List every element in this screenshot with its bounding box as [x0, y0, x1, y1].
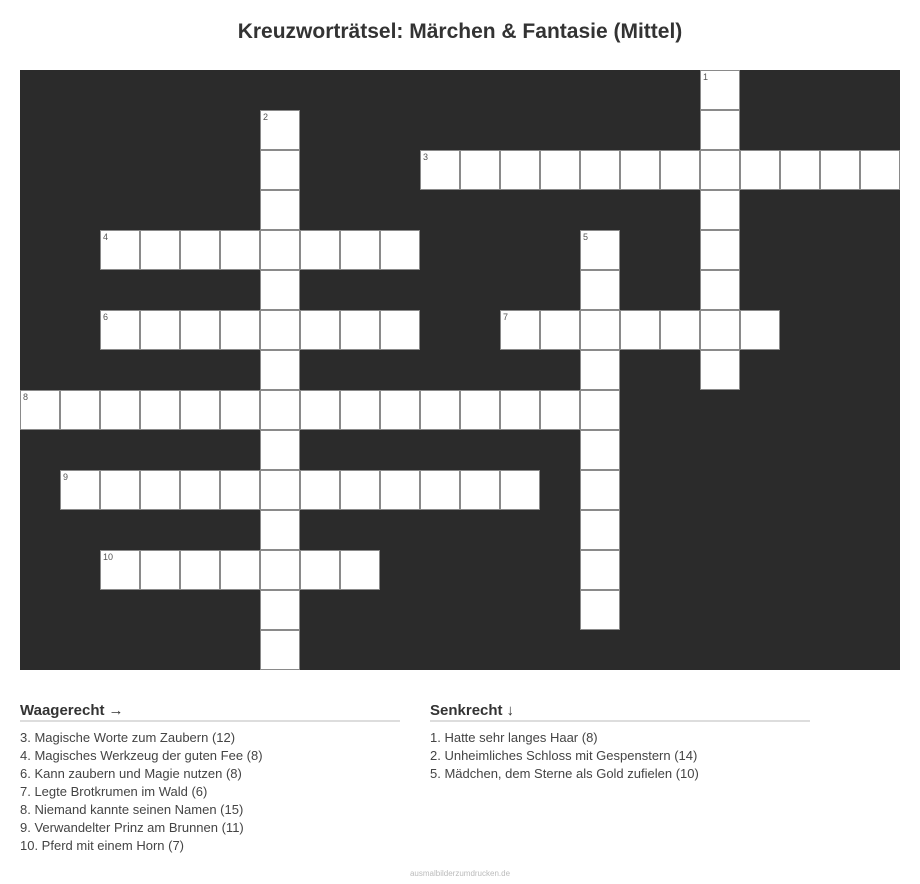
- grid-cell[interactable]: [260, 230, 300, 270]
- grid-cell[interactable]: [20, 390, 60, 430]
- across-clues-section: [20, 702, 400, 855]
- grid-cell[interactable]: [300, 550, 340, 590]
- grid-cell[interactable]: [300, 470, 340, 510]
- grid-cell[interactable]: [260, 630, 300, 670]
- grid-cell[interactable]: [220, 230, 260, 270]
- grid-cell[interactable]: [540, 310, 580, 350]
- clue-number: 4: [103, 232, 109, 242]
- across-clue: 3. Magische Worte zum Zaubern (12): [20, 730, 236, 745]
- grid-cell[interactable]: [700, 190, 740, 230]
- grid-cell[interactable]: [140, 390, 180, 430]
- grid-cell[interactable]: [180, 390, 220, 430]
- grid-cell[interactable]: [740, 150, 780, 190]
- grid-cell[interactable]: [340, 470, 380, 510]
- across-clue: 10. Pferd mit einem Horn (7): [20, 838, 185, 853]
- grid-cell[interactable]: [540, 390, 580, 430]
- grid-cell[interactable]: [580, 150, 620, 190]
- grid-cell[interactable]: [460, 470, 500, 510]
- grid-cell[interactable]: [500, 150, 540, 190]
- grid-cell[interactable]: [340, 390, 380, 430]
- clue-number: 6: [103, 312, 109, 322]
- grid-cell[interactable]: [700, 310, 740, 350]
- grid-cell[interactable]: [340, 550, 380, 590]
- arrow-down-icon: ↓: [506, 702, 515, 719]
- grid-cell[interactable]: [580, 510, 620, 550]
- grid-cell[interactable]: [620, 150, 660, 190]
- across-clue: 8. Niemand kannte seinen Namen (15): [20, 802, 244, 817]
- grid-cell[interactable]: [100, 470, 140, 510]
- grid-cell[interactable]: [180, 230, 220, 270]
- grid-cell[interactable]: [220, 550, 260, 590]
- grid-cell[interactable]: [60, 470, 100, 510]
- down-clues-section: [430, 702, 810, 783]
- grid-cell[interactable]: [420, 150, 460, 190]
- across-clue: 4. Magisches Werkzeug der guten Fee (8): [20, 748, 263, 763]
- down-clue: 2. Unheimliches Schloss mit Gespenstern (14): [430, 748, 698, 763]
- grid-cell[interactable]: [500, 470, 540, 510]
- grid-cell[interactable]: [260, 510, 300, 550]
- grid-cell[interactable]: [260, 590, 300, 630]
- grid-cell[interactable]: [580, 350, 620, 390]
- page-title: Kreuzworträtsel: Märchen & Fantasie (Mittel): [237, 20, 683, 43]
- grid-cell[interactable]: [140, 230, 180, 270]
- grid-cell[interactable]: [820, 150, 860, 190]
- grid-cell[interactable]: [860, 150, 900, 190]
- arrow-right-icon: →: [108, 702, 124, 719]
- grid-cell[interactable]: [260, 430, 300, 470]
- grid-cell[interactable]: [300, 310, 340, 350]
- grid-cell[interactable]: [260, 310, 300, 350]
- crossword-grid: [20, 70, 900, 670]
- grid-cell[interactable]: [260, 550, 300, 590]
- grid-cell[interactable]: [100, 550, 140, 590]
- grid-cell[interactable]: [740, 310, 780, 350]
- grid-cell[interactable]: [260, 110, 300, 150]
- footer-credit: ausmalbilderzumdrucken.de: [409, 869, 511, 878]
- across-heading: Waagerecht: [20, 702, 105, 719]
- grid-cell[interactable]: [220, 470, 260, 510]
- grid-cell[interactable]: [260, 470, 300, 510]
- across-clue: 6. Kann zaubern und Magie nutzen (8): [20, 766, 242, 781]
- grid-cell[interactable]: [780, 150, 820, 190]
- grid-cell[interactable]: [540, 150, 580, 190]
- grid-cell[interactable]: [100, 390, 140, 430]
- grid-cell[interactable]: [500, 390, 540, 430]
- grid-cell[interactable]: [260, 190, 300, 230]
- clue-number: 1: [703, 72, 709, 82]
- grid-cell[interactable]: [700, 270, 740, 310]
- grid-cell[interactable]: [100, 310, 140, 350]
- grid-cell[interactable]: [660, 310, 700, 350]
- clue-number: 9: [63, 472, 69, 482]
- grid-cell[interactable]: [180, 310, 220, 350]
- grid-cell[interactable]: [140, 550, 180, 590]
- grid-cell[interactable]: [380, 470, 420, 510]
- clue-number: 2: [263, 112, 269, 122]
- grid-cell[interactable]: [300, 230, 340, 270]
- grid-cell[interactable]: [580, 230, 620, 270]
- grid-cell[interactable]: [700, 110, 740, 150]
- clue-number: 7: [503, 312, 509, 322]
- clue-number: 3: [423, 152, 429, 162]
- grid-cell[interactable]: [500, 310, 540, 350]
- clue-number: 5: [583, 232, 589, 242]
- grid-cell[interactable]: [180, 470, 220, 510]
- grid-cell[interactable]: [460, 150, 500, 190]
- down-heading: Senkrecht: [430, 702, 503, 719]
- grid-cell[interactable]: [220, 310, 260, 350]
- grid-cell[interactable]: [260, 390, 300, 430]
- grid-cell[interactable]: [620, 310, 660, 350]
- grid-cell[interactable]: [460, 390, 500, 430]
- grid-cell[interactable]: [340, 230, 380, 270]
- grid-cell[interactable]: [140, 310, 180, 350]
- grid-cell[interactable]: [580, 550, 620, 590]
- across-heading-row: [20, 702, 400, 722]
- grid-cell[interactable]: [140, 470, 180, 510]
- grid-cell[interactable]: [700, 230, 740, 270]
- grid-cell[interactable]: [260, 350, 300, 390]
- grid-cell[interactable]: [380, 310, 420, 350]
- grid-cell[interactable]: [380, 230, 420, 270]
- grid-cell[interactable]: [60, 390, 100, 430]
- grid-cell[interactable]: [420, 390, 460, 430]
- down-clue: 1. Hatte sehr langes Haar (8): [430, 730, 598, 745]
- grid-cell[interactable]: [580, 590, 620, 630]
- grid-cell[interactable]: [580, 470, 620, 510]
- grid-cell[interactable]: [700, 70, 740, 110]
- grid-cell[interactable]: [380, 390, 420, 430]
- across-clue: 7. Legte Brotkrumen im Wald (6): [20, 784, 208, 799]
- down-clue: 5. Mädchen, dem Sterne als Gold zufielen (10): [430, 766, 699, 781]
- grid-cell[interactable]: [580, 390, 620, 430]
- grid-cell[interactable]: [100, 230, 140, 270]
- grid-cell[interactable]: [300, 390, 340, 430]
- down-heading-row: [430, 702, 810, 722]
- across-clue-list: [20, 729, 400, 855]
- across-clue: 9. Verwandelter Prinz am Brunnen (11): [20, 820, 244, 835]
- clue-number: 10: [103, 552, 114, 562]
- down-clue-list: [430, 729, 810, 783]
- grid-cell[interactable]: [180, 550, 220, 590]
- grid-cell[interactable]: [340, 310, 380, 350]
- clue-number: 8: [23, 392, 29, 402]
- grid-cell[interactable]: [580, 430, 620, 470]
- grid-cell[interactable]: [580, 270, 620, 310]
- grid-cell[interactable]: [420, 470, 460, 510]
- grid-cell[interactable]: [700, 150, 740, 190]
- grid-cell[interactable]: [260, 270, 300, 310]
- grid-cell[interactable]: [660, 150, 700, 190]
- grid-cell[interactable]: [220, 390, 260, 430]
- grid-cell[interactable]: [700, 350, 740, 390]
- grid-cell[interactable]: [260, 150, 300, 190]
- grid-cell[interactable]: [580, 310, 620, 350]
